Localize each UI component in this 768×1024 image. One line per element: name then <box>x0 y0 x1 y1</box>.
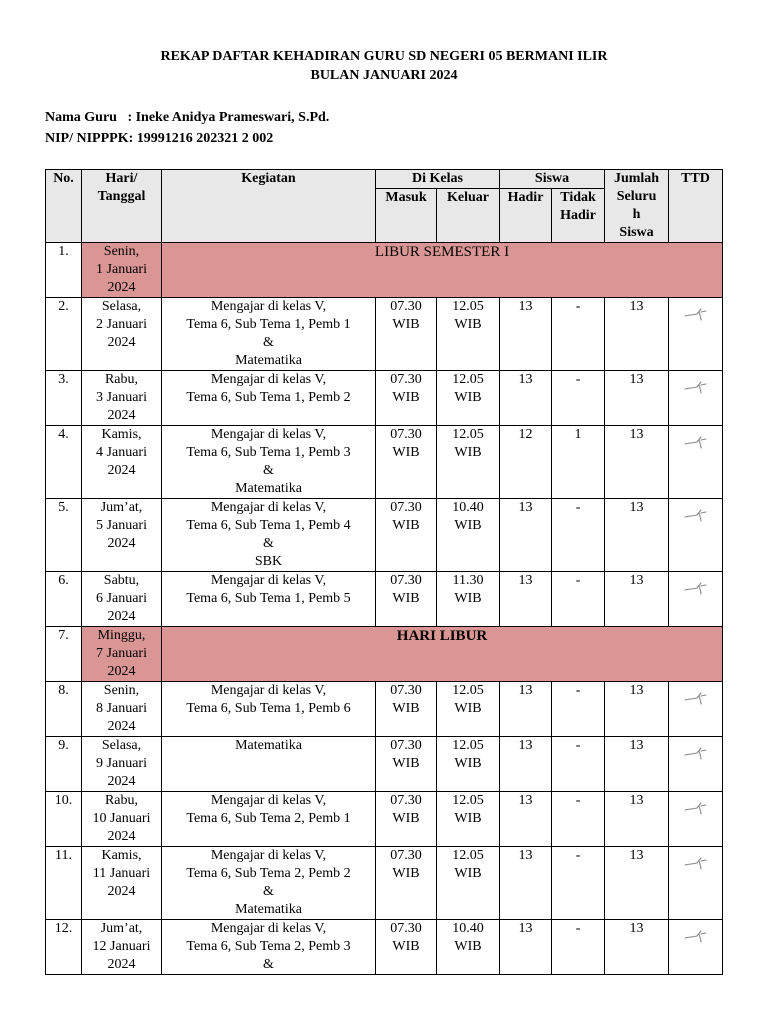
row-kegiatan: Mengajar di kelas V, Tema 6, Sub Tema 2, Pemb 2 & Matematika <box>162 847 376 920</box>
row-ttd <box>669 371 723 426</box>
signature-icon <box>683 306 709 322</box>
row-kegiatan: Mengajar di kelas V, Tema 6, Sub Tema 1, Pemb 2 <box>162 371 376 426</box>
table-row <box>46 572 723 627</box>
row-keluar: 12.05 WIB <box>437 298 500 371</box>
row-hadir: 13 <box>500 572 552 627</box>
row-kegiatan: Mengajar di kelas V, Tema 6, Sub Tema 2, Pemb 1 <box>162 792 376 847</box>
signature-icon <box>683 379 709 395</box>
row-keluar: 12.05 WIB <box>437 682 500 737</box>
row-keluar: 10.40 WIB <box>437 499 500 572</box>
row-number: 12. <box>46 920 82 975</box>
row-tidak-hadir: - <box>552 371 605 426</box>
row-ttd <box>669 737 723 792</box>
row-number: 10. <box>46 792 82 847</box>
table-row <box>46 371 723 426</box>
row-hadir: 13 <box>500 792 552 847</box>
table-row <box>46 847 723 920</box>
row-ttd <box>669 847 723 920</box>
table-row <box>46 298 723 371</box>
row-jumlah: 13 <box>605 737 669 792</box>
row-masuk: 07.30 WIB <box>376 920 437 975</box>
row-kegiatan: Mengajar di kelas V, Tema 6, Sub Tema 1, Pemb 6 <box>162 682 376 737</box>
row-keluar: 10.40 WIB <box>437 920 500 975</box>
row-kegiatan: Mengajar di kelas V, Tema 6, Sub Tema 1, Pemb 1 & Matematika <box>162 298 376 371</box>
attendance-body <box>46 243 723 975</box>
signature-icon <box>683 800 709 816</box>
header-hadir: Hadir <box>500 189 552 243</box>
holiday-label: LIBUR SEMESTER I <box>162 243 723 298</box>
header-no: No. <box>46 170 82 243</box>
row-day-date: Selasa, 2 Januari 2024 <box>82 298 162 371</box>
row-masuk: 07.30 WIB <box>376 847 437 920</box>
holiday-label: HARI LIBUR <box>162 627 723 682</box>
row-ttd <box>669 499 723 572</box>
row-number: 7. <box>46 627 82 682</box>
row-day-date: Jum’at, 12 Januari 2024 <box>82 920 162 975</box>
row-jumlah: 13 <box>605 298 669 371</box>
signature-icon <box>683 507 709 523</box>
row-ttd <box>669 426 723 499</box>
row-masuk: 07.30 WIB <box>376 792 437 847</box>
row-tidak-hadir: - <box>552 847 605 920</box>
row-masuk: 07.30 WIB <box>376 682 437 737</box>
row-masuk: 07.30 WIB <box>376 499 437 572</box>
row-tidak-hadir: - <box>552 920 605 975</box>
row-day-date: Senin, 8 Januari 2024 <box>82 682 162 737</box>
row-day-date: Selasa, 9 Januari 2024 <box>82 737 162 792</box>
row-masuk: 07.30 WIB <box>376 298 437 371</box>
row-tidak-hadir: - <box>552 499 605 572</box>
row-hadir: 12 <box>500 426 552 499</box>
header-jumlah-seluruh-siswa: Jumlah Seluru h Siswa <box>605 170 669 243</box>
row-number: 6. <box>46 572 82 627</box>
row-masuk: 07.30 WIB <box>376 572 437 627</box>
row-hadir: 13 <box>500 298 552 371</box>
row-jumlah: 13 <box>605 572 669 627</box>
row-ttd <box>669 572 723 627</box>
row-ttd <box>669 792 723 847</box>
signature-icon <box>683 928 709 944</box>
row-ttd <box>669 920 723 975</box>
row-day-date: Kamis, 11 Januari 2024 <box>82 847 162 920</box>
row-jumlah: 13 <box>605 792 669 847</box>
row-keluar: 12.05 WIB <box>437 847 500 920</box>
signature-icon <box>683 580 709 596</box>
row-kegiatan: Matematika <box>162 737 376 792</box>
row-tidak-hadir: - <box>552 298 605 371</box>
signature-icon <box>683 434 709 450</box>
table-row <box>46 792 723 847</box>
row-jumlah: 13 <box>605 499 669 572</box>
row-jumlah: 13 <box>605 682 669 737</box>
header-masuk: Masuk <box>376 189 437 243</box>
teacher-nip: NIP/ NIPPPK: 19991216 202321 2 002 <box>45 131 274 146</box>
document-subtitle: BULAN JANUARI 2024 <box>310 68 458 83</box>
header-ttd: TTD <box>669 170 723 243</box>
table-row <box>46 426 723 499</box>
row-masuk: 07.30 WIB <box>376 737 437 792</box>
row-hadir: 13 <box>500 499 552 572</box>
row-hadir: 13 <box>500 847 552 920</box>
row-tidak-hadir: 1 <box>552 426 605 499</box>
row-tidak-hadir: - <box>552 737 605 792</box>
row-tidak-hadir: - <box>552 792 605 847</box>
row-jumlah: 13 <box>605 426 669 499</box>
table-row <box>46 499 723 572</box>
signature-icon <box>683 745 709 761</box>
holiday-row <box>46 627 723 682</box>
row-day-date: Rabu, 10 Januari 2024 <box>82 792 162 847</box>
row-jumlah: 13 <box>605 371 669 426</box>
signature-icon <box>683 855 709 871</box>
row-number: 4. <box>46 426 82 499</box>
row-masuk: 07.30 WIB <box>376 426 437 499</box>
row-number: 1. <box>46 243 82 298</box>
row-hadir: 13 <box>500 371 552 426</box>
row-day-date: Minggu, 7 Januari 2024 <box>82 627 162 682</box>
row-kegiatan: Mengajar di kelas V, Tema 6, Sub Tema 1, Pemb 4 & SBK <box>162 499 376 572</box>
row-number: 9. <box>46 737 82 792</box>
row-day-date: Rabu, 3 Januari 2024 <box>82 371 162 426</box>
row-hadir: 13 <box>500 737 552 792</box>
holiday-row <box>46 243 723 298</box>
row-number: 2. <box>46 298 82 371</box>
row-ttd <box>669 298 723 371</box>
header-siswa: Siswa <box>500 170 605 189</box>
header-row-top <box>46 170 723 189</box>
row-number: 5. <box>46 499 82 572</box>
teacher-name: Nama Guru : Ineke Anidya Prameswari, S.Pd. <box>45 110 330 125</box>
header-hari-tanggal: Hari/ Tanggal <box>82 170 162 243</box>
row-keluar: 12.05 WIB <box>437 426 500 499</box>
row-jumlah: 13 <box>605 920 669 975</box>
row-keluar: 12.05 WIB <box>437 371 500 426</box>
row-keluar: 12.05 WIB <box>437 737 500 792</box>
row-day-date: Senin, 1 Januari 2024 <box>82 243 162 298</box>
row-keluar: 12.05 WIB <box>437 792 500 847</box>
row-hadir: 13 <box>500 682 552 737</box>
row-kegiatan: Mengajar di kelas V, Tema 6, Sub Tema 2, Pemb 3 & <box>162 920 376 975</box>
header-tidak-hadir: Tidak Hadir <box>552 189 605 243</box>
row-day-date: Jum’at, 5 Januari 2024 <box>82 499 162 572</box>
row-number: 8. <box>46 682 82 737</box>
row-hadir: 13 <box>500 920 552 975</box>
header-di-kelas: Di Kelas <box>376 170 500 189</box>
attendance-table <box>45 169 723 975</box>
table-row <box>46 682 723 737</box>
table-row <box>46 920 723 975</box>
header-keluar: Keluar <box>437 189 500 243</box>
row-day-date: Sabtu, 6 Januari 2024 <box>82 572 162 627</box>
row-keluar: 11.30 WIB <box>437 572 500 627</box>
row-masuk: 07.30 WIB <box>376 371 437 426</box>
row-kegiatan: Mengajar di kelas V, Tema 6, Sub Tema 1, Pemb 3 & Matematika <box>162 426 376 499</box>
row-tidak-hadir: - <box>552 682 605 737</box>
row-day-date: Kamis, 4 Januari 2024 <box>82 426 162 499</box>
row-tidak-hadir: - <box>552 572 605 627</box>
row-number: 11. <box>46 847 82 920</box>
document-title: REKAP DAFTAR KEHADIRAN GURU SD NEGERI 05 BERMANI ILIR <box>160 49 608 64</box>
header-kegiatan: Kegiatan <box>162 170 376 243</box>
row-number: 3. <box>46 371 82 426</box>
table-row <box>46 737 723 792</box>
signature-icon <box>683 690 709 706</box>
row-kegiatan: Mengajar di kelas V, Tema 6, Sub Tema 1, Pemb 5 <box>162 572 376 627</box>
row-jumlah: 13 <box>605 847 669 920</box>
row-ttd <box>669 682 723 737</box>
